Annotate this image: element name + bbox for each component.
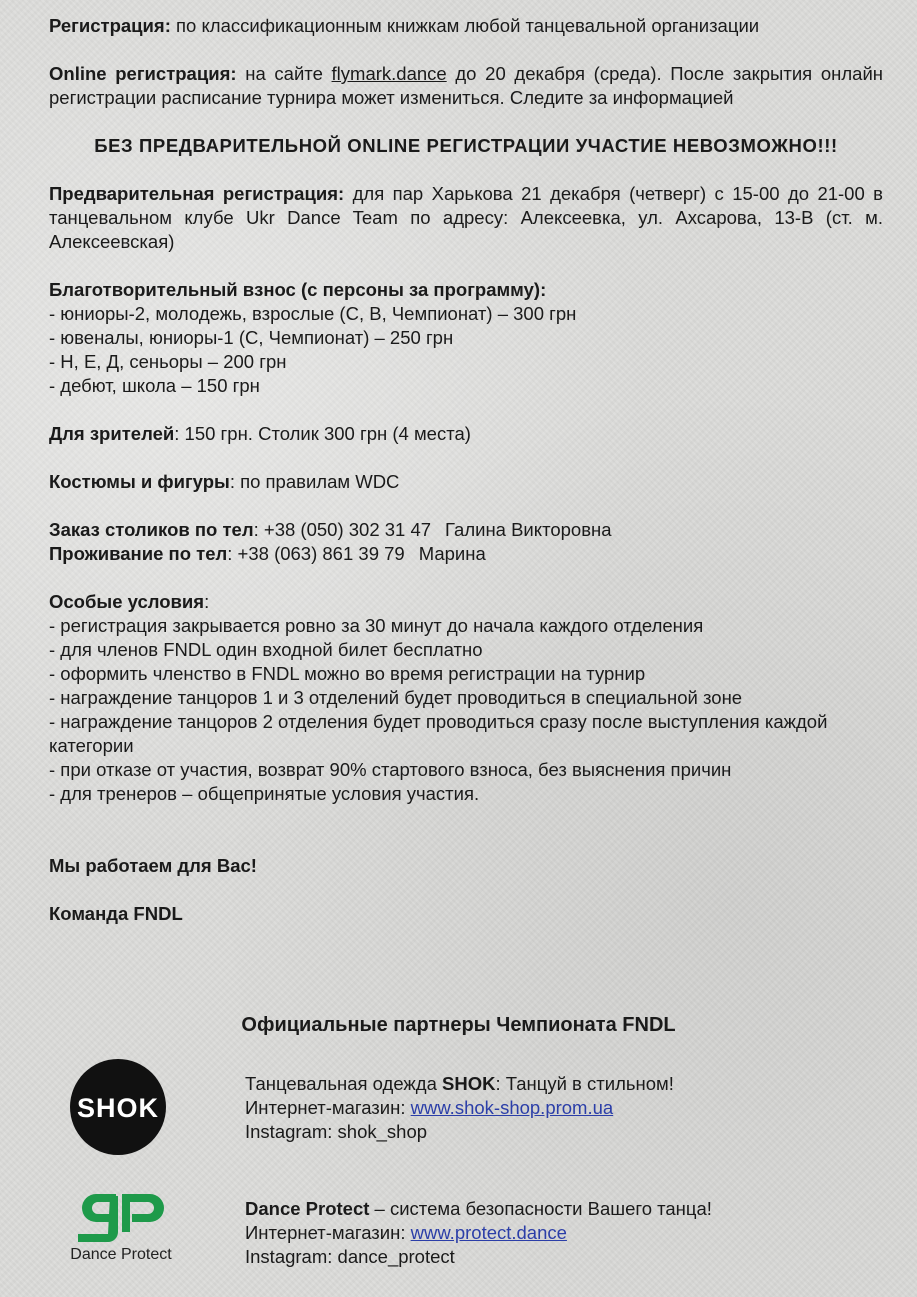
dp-instagram: Instagram: dance_protect (245, 1246, 455, 1267)
shok-logo-text: SHOK (76, 1093, 159, 1123)
online-registration-paragraph (49, 62, 883, 110)
special-colon: : (204, 591, 210, 612)
dance-protect-logo-caption: Dance Protect (70, 1246, 172, 1263)
prereg-text: для пар Харькова 21 декабря (четверг) с 15-00 до 21-00 в танцевальном клубе Ukr Dance Team по адресу: Алексеевка, ул. Ахсарова, 13-В (ст. м. Алексеевская) (49, 183, 883, 252)
living-line (49, 542, 883, 566)
fee-item: - дебют, школа – 150 грн (49, 375, 260, 396)
tables-line (49, 518, 883, 542)
spectators-paragraph (49, 422, 883, 446)
special-section (49, 590, 883, 806)
shok-tagline-pre: Танцевальная одежда (245, 1073, 443, 1094)
tables-phone: : +38 (050) 302 31 47 (253, 519, 432, 540)
dance-protect-logo (56, 1188, 186, 1268)
dp-shop-label: Интернет-магазин: (245, 1222, 411, 1243)
dp-brand: Dance Protect (245, 1198, 370, 1219)
fee-section (49, 278, 883, 398)
special-item: - для членов FNDL один входной билет бесплатно (49, 639, 483, 660)
online-text-2: до 20 декабря (среда). После закрытия онлайн регистрации расписание турнира может измениться. Следите за информацией (49, 63, 883, 108)
contacts-section (49, 518, 883, 566)
dp-tagline-post: – система безопасности Вашего танца! (369, 1198, 712, 1219)
flymark-link[interactable]: flymark.dance (331, 63, 447, 84)
closing-line-1: Мы работаем для Вас! (49, 855, 257, 876)
closing-line-2: Команда FNDL (49, 903, 183, 924)
tables-label: Заказ столиков по тел (49, 519, 254, 540)
fee-item: - юниоры-2, молодежь, взрослые (С, В, Чемпионат) – 300 грн (49, 303, 577, 324)
fee-item: - Н, Е, Д, сеньоры – 200 грн (49, 351, 287, 372)
living-label: Проживание по тел (49, 543, 228, 564)
special-heading (49, 590, 883, 614)
shok-brand: SHOK (442, 1073, 496, 1094)
online-label: Online регистрация: (49, 63, 237, 84)
costumes-paragraph (49, 470, 883, 494)
dp-shop-line (245, 1221, 712, 1245)
shok-instagram: Instagram: shok_shop (245, 1121, 428, 1142)
dp-shop-link[interactable]: www.protect.dance (410, 1222, 567, 1243)
shok-shop-link[interactable]: www.shok-shop.prom.ua (410, 1097, 614, 1118)
shok-tagline-post: : Танцуй в стильном! (495, 1073, 674, 1094)
online-text-1: на сайте (236, 63, 332, 84)
living-contact-name: Марина (418, 543, 486, 564)
shok-shop-line (245, 1096, 674, 1120)
document-body (49, 14, 883, 926)
tables-contact-name: Галина Викторовна (445, 519, 612, 540)
dp-tagline (245, 1197, 712, 1221)
special-item: - для тренеров – общепринятые условия участия. (49, 783, 480, 804)
special-label: Особые условия (49, 591, 205, 612)
registration-paragraph (49, 14, 883, 38)
prereg-label: Предварительная регистрация: (49, 183, 345, 204)
shok-shop-label: Интернет-магазин: (245, 1097, 411, 1118)
special-item: - оформить членство в FNDL можно во время регистрации на турнир (49, 663, 646, 684)
warning-heading: БЕЗ ПРЕДВАРИТЕЛЬНОЙ ONLINE РЕГИСТРАЦИИ УЧАСТИЕ НЕВОЗМОЖНО!!! (94, 135, 838, 156)
costumes-text: : по правилам WDC (229, 471, 400, 492)
special-item: - регистрация закрывается ровно за 30 минут до начала каждого отделения (49, 615, 704, 636)
costumes-label: Костюмы и фигуры (49, 471, 230, 492)
special-item: - награждение танцоров 2 отделения будет проводиться сразу после выступления каждой категории (49, 711, 828, 756)
shok-logo (70, 1059, 166, 1155)
living-phone: : +38 (063) 861 39 79 (227, 543, 405, 564)
dance-protect-partner-block (245, 1197, 712, 1269)
partners-title: Официальные партнеры Чемпионата FNDL (241, 1014, 676, 1036)
shok-partner-block (245, 1072, 674, 1144)
dance-protect-logo-icon (56, 1188, 186, 1246)
spectators-label: Для зрителей (49, 423, 175, 444)
registration-text: по классификационным книжкам любой танцевальной организации (170, 15, 760, 36)
fee-item: - ювеналы, юниоры-1 (С, Чемпионат) – 250 грн (49, 327, 454, 348)
spectators-text: : 150 грн. Столик 300 грн (4 места) (174, 423, 471, 444)
registration-label: Регистрация: (49, 15, 171, 36)
special-item: - награждение танцоров 1 и 3 отделений будет проводиться в специальной зоне (49, 687, 743, 708)
fee-label: Благотворительный взнос (с персоны за программу): (49, 279, 547, 300)
shok-tagline (245, 1072, 674, 1096)
prereg-paragraph (49, 182, 883, 254)
special-item: - при отказе от участия, возврат 90% стартового взноса, без выяснения причин (49, 759, 732, 780)
